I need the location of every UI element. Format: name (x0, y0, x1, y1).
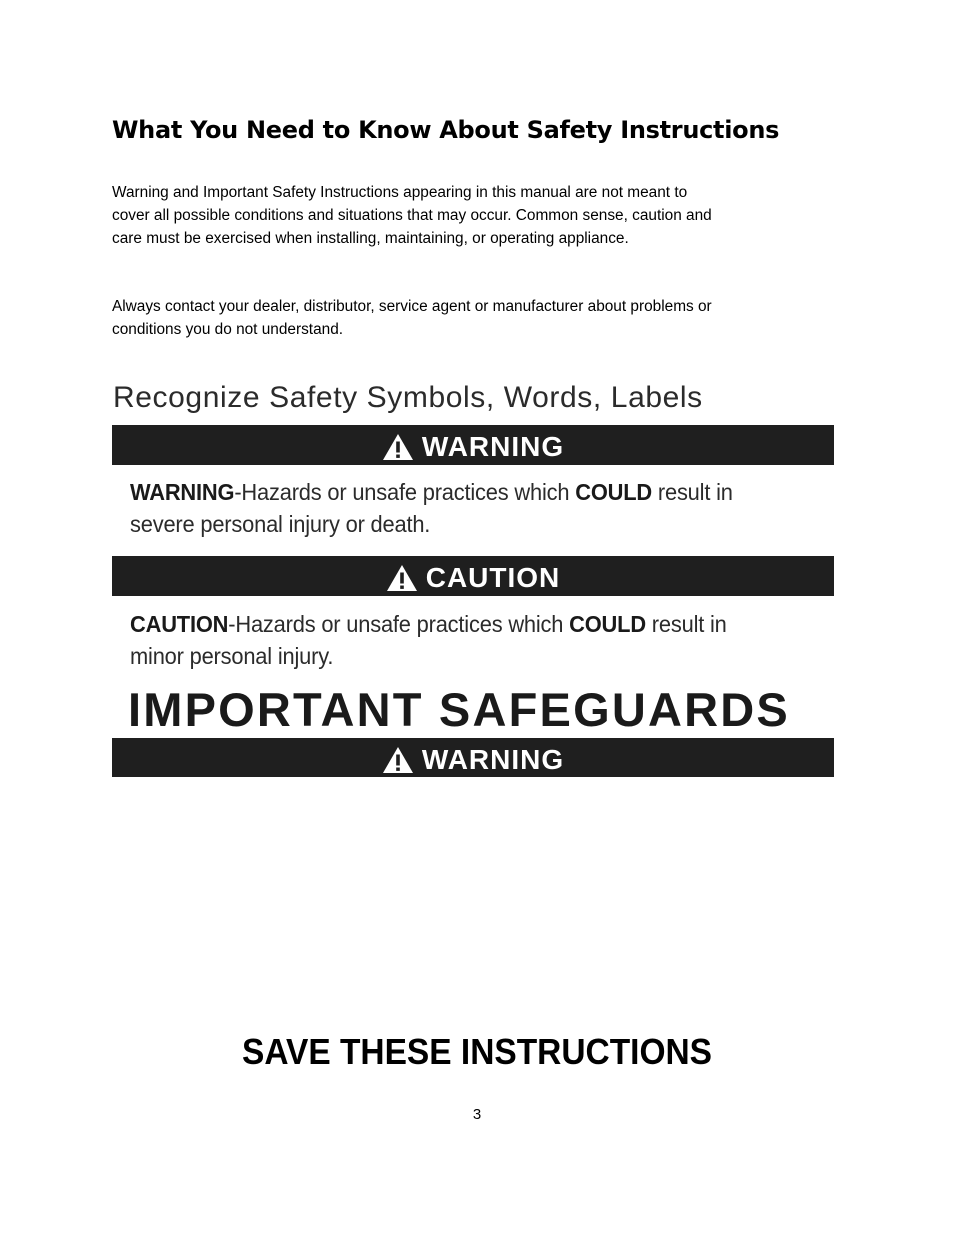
caution-bar-label: CAUTION (425, 562, 561, 593)
warning-term: WARNING (130, 479, 235, 505)
warning-bar (112, 425, 834, 465)
save-instructions-title: SAVE THESE INSTRUCTIONS (241, 1031, 712, 1072)
caution-bar (112, 556, 834, 596)
caution-text-before: -Hazards or unsafe practices which (228, 611, 570, 637)
caution-text-after: result in minor personal injury. (130, 611, 727, 669)
warning-text-after: result in severe personal injury or death. (130, 479, 733, 537)
caution-term: CAUTION (130, 611, 229, 637)
safeguards-bar-label: WARNING (421, 743, 565, 775)
warning-triangle-icon (382, 746, 414, 774)
important-safeguards-title: IMPORTANT SAFEGUARDS (128, 683, 790, 736)
symbols-title: Recognize Safety Symbols, Words, Labels (113, 381, 703, 414)
warning-text-before: -Hazards or unsafe practices which (234, 479, 576, 505)
safeguards-warning-bar (112, 738, 834, 777)
contact-paragraph: Always contact your dealer, distributor, service agent or manufacturer about problems or conditions you do not understand. (112, 298, 712, 338)
section-heading: What You Need to Know About Safety Instructions (112, 116, 780, 144)
warning-description (130, 476, 781, 540)
warning-bar-label: WARNING (421, 431, 565, 462)
caution-description (130, 608, 781, 672)
intro-paragraph: Warning and Important Safety Instructions appearing in this manual are not meant to cover all possible conditions and situations that may occur. Common sense, caution and care must be exercised when installing, maintaining, or operating appliance. (112, 184, 712, 247)
caution-emphasis: COULD (569, 611, 646, 637)
warning-triangle-icon (382, 433, 414, 461)
page-number: 3 (472, 1106, 482, 1123)
warning-triangle-icon (386, 564, 418, 592)
warning-emphasis: COULD (575, 479, 652, 505)
